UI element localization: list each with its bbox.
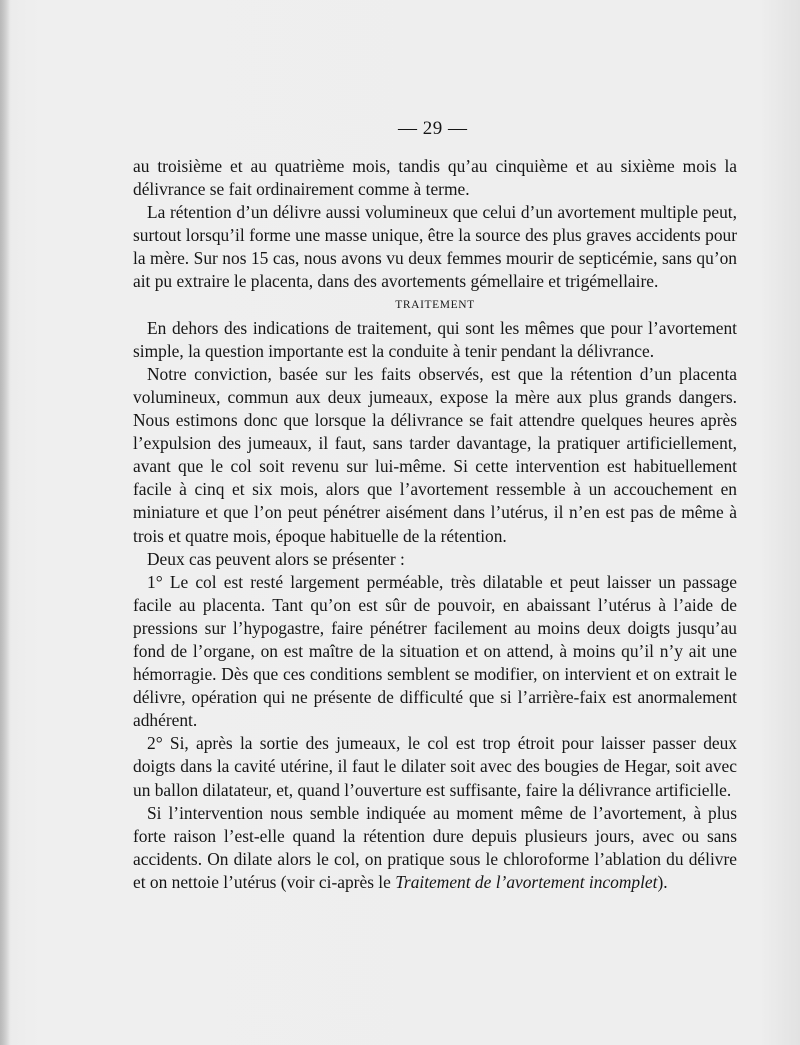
intervention-text: Si l’intervention nous semble indiquée au moment même de l’avortement, à plus forte raison l’est-elle quand la rétention dure depuis plusieurs jours, avec ou sans accidents. On dilate alors le col, on pratique sous le chloroforme l’ablation du délivre et on nettoie l’utérus (voir ci-après le bbox=[133, 802, 737, 892]
incomplete-abortion-reference: Traitement de l’avortement incomplet bbox=[395, 871, 658, 892]
paragraph-retention-risk: La rétention d’un délivre aussi volumineux que celui d’un avortement multiple peut, surtout lorsqu’il forme une masse unique, être la source des plus graves accidents pour la mère. Sur nos 15 cas, nous avons vu deux femmes mourir de septicémie, sans qu’on ait pu extraire le placenta, dans des avortements gémellaire et trigémellaire. bbox=[133, 202, 737, 292]
paragraph-two-cases: Deux cas peuvent alors se présenter : bbox=[147, 548, 405, 569]
paragraph-case-two: 2° Si, après la sortie des jumeaux, le col est trop étroit pour laisser passer deux doigts dans la cavité utérine, il faut le dilater soit avec des bougies de Hegar, soit avec un ballon dilatateur, et, quand l’ouverture est suffisante, faire la délivrance artificielle. bbox=[133, 733, 737, 800]
page-number: — 29 — bbox=[398, 118, 468, 139]
paragraph-case-one: 1° Le col est resté largement perméable, très dilatable et peut laisser un passage facile au placenta. Tant qu’on est sûr de pouvoir, en abaissant l’utérus à l’aide de pressions sur l’hypogastre, faire pénétrer facilement au moins deux doigts jusqu’au fond de l’organe, on est maître de la situation et on attend, à moins qu’il n’y ait une hémorragie. Dès que ces conditions semblent se modifier, on intervient et on extrait le délivre, opération qui ne présente de difficulté que si l’arrière-faix est anormalement adhérent. bbox=[133, 571, 737, 731]
paragraph-intervention bbox=[133, 802, 737, 894]
intervention-closing: ). bbox=[657, 871, 668, 892]
paragraph-continuation: au troisième et au quatrième mois, tandis qu’au cinquième et au sixième mois la délivrance se fait ordinairement comme à terme. bbox=[133, 156, 737, 200]
document-body bbox=[133, 155, 737, 894]
paragraph-conviction: Notre conviction, basée sur les faits observés, est que la rétention d’un placenta volumineux, commun aux deux jumeaux, expose la mère aux plus grands dangers. Nous estimons donc que lorsque la délivrance se fait attendre quelques heures après l’expulsion des jumeaux, il faut, sans tarder davantage, la pratiquer artificiellement, avant que le col soit revenu sur lui-même. Si cette intervention est habituellement facile à cinq et six mois, alors que l’avortement ressemble à un accouchement en miniature et que l’on peut pénétrer aisément dans l’utérus, il n’en est pas de même à trois et quatre mois, époque habituelle de la rétention. bbox=[133, 363, 737, 546]
page-edge-shadow bbox=[0, 0, 10, 1045]
paragraph-indications: En dehors des indications de traitement, qui sont les mêmes que pour l’avortement simple, la question importante est la conduite à tenir pendant la délivrance. bbox=[133, 317, 737, 361]
section-heading: TRAITEMENT bbox=[395, 298, 475, 311]
